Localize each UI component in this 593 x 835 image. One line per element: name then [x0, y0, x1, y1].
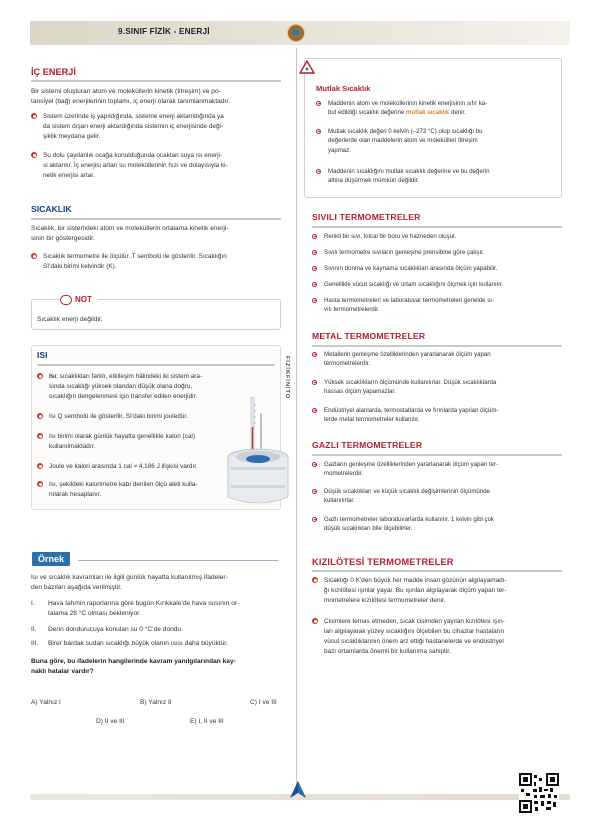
sivili-item-1: Renkli bir sıvı, kılcal bir boru ve hazneden oluşur.	[312, 232, 456, 241]
sivili-item-3: Sıvının donma ve kaynama sıcaklıkları arasında ölçüm yapabilir.	[312, 264, 497, 273]
warning-triangle-icon	[299, 60, 315, 74]
ic-enerji-bullet-2: Su dolu çaydanlık ocağa konulduğunda ocaktan suya ısı enerji- si aktarılır. İç enerjisi artan su moleküllerinin hızı ve dolayısıyla ki- netik enerjisi artar.	[31, 151, 228, 181]
sivili-item-4: Genellikle vücut sıcaklığı ve ortam sıcaklığını ölçmek için kullanılır.	[312, 280, 503, 289]
ornek-item-i-num: I.	[31, 600, 35, 607]
sicaklik-title: SICAKLIK	[31, 204, 72, 214]
bullet-icon	[316, 169, 321, 174]
bullet-icon	[312, 250, 317, 255]
bullet-icon	[312, 408, 317, 413]
bullet-icon	[37, 373, 43, 379]
ornek-item-ii-num: II.	[31, 626, 37, 633]
ornek-intro-2: den bazıları aşağıda verilmiştir.	[31, 584, 122, 591]
isi-bullet-5: Isı, şekildeki kalorimetre kabı denilen ölçü aleti kulla- nılarak hesaplanır.	[37, 480, 197, 500]
isi-bullet-1: Isı; sıcaklıkları farklı, etkileşim hâlindeki iki sistem ara- sında sıcaklığı yüksek olandan düşük olana doğru, sıcaklığın dengelenmesi için transfer edilen enerjidir.	[37, 372, 202, 402]
sivili-item-5: Hasta termometreleri ve laboratuvar termometreleri genelde sı- vılı termometrelerdir.	[312, 296, 494, 315]
calorimeter-image	[225, 397, 291, 509]
section-underline	[31, 218, 281, 220]
publisher-logo	[287, 778, 309, 800]
metal-title: METAL TERMOMETRELER	[312, 331, 426, 341]
bullet-icon	[31, 113, 37, 119]
kizilotesi-title: KIZILÖTESİ TERMOMETRELER	[312, 557, 454, 567]
not-text: Sıcaklık enerji değildir.	[37, 316, 103, 323]
bullet-icon	[316, 129, 321, 134]
section-underline	[312, 570, 562, 572]
metal-bullet-2: Yüksek sıcaklıkların ölçümünde kullanılırlar. Düşük sıcaklıklarda hassas ölçüm yapamazlar.	[312, 378, 496, 397]
bullet-icon	[37, 433, 43, 439]
qr-code[interactable]	[519, 773, 559, 813]
brand-badge-icon	[287, 24, 305, 42]
sicaklik-text-2: sinin bir göstergesidir.	[31, 235, 95, 242]
ornek-item-iii-num: III.	[31, 640, 39, 647]
gazli-bullet-3: Gazlı termometreler laboratuvarlarda kullanılır. 1 kelvin gibi çok düşük sıcaklıkları bile ölçebilirler.	[312, 515, 494, 534]
bullet-icon	[37, 481, 43, 487]
not-badge	[60, 294, 98, 306]
not-label: NOT	[75, 295, 92, 304]
bullet-icon	[37, 463, 43, 469]
ornek-question-2: naklı hatalar vardır?	[31, 668, 94, 675]
ornek-item-i-1: Hava tahmin raporlarına göre bugün Kırıkkale’de hava ısısının or-	[48, 600, 240, 607]
bullet-icon	[312, 234, 317, 239]
mutlak-title: Mutlak Sıcaklık	[316, 84, 371, 93]
ornek-item-i-2: talama 28 °C olması bekleniyor.	[48, 610, 141, 617]
metal-bullet-3: Endüstriyel alanlarda, termostatlarda ve fırınlarda yapılan ölçüm- lerde metal termometreler kullanılır.	[312, 406, 498, 425]
section-underline	[31, 80, 281, 82]
mutlak-bullet-3: Maddenin sıcaklığını mutlak sıcaklık değerine ve bu değerin altına düşürmek mümkün değildir.	[316, 167, 490, 186]
bullet-icon	[312, 618, 318, 624]
choice-e[interactable]: E) I, II ve III	[190, 718, 224, 725]
bullet-icon	[312, 380, 317, 385]
section-underline	[312, 454, 562, 456]
bullet-icon	[312, 266, 317, 271]
sivili-title: SIVILI TERMOMETRELER	[312, 212, 421, 222]
ornek-badge: Örnek	[32, 552, 70, 566]
isi-bullet-4: Joule ve kalori arasında 1 cal ≈ 4,186 J ilişkisi vardır.	[37, 462, 198, 472]
ic-enerji-bullet-1: Sistem üzerinde iş yapıldığında, sisteme enerji aktarıldığında ya da sistem dışarı enerji aktardığında sistemin iç enerjisinde deği- şiklik meydana gelir.	[31, 112, 224, 142]
choice-a[interactable]: A) Yalnız I	[31, 699, 61, 706]
bullet-icon	[31, 253, 37, 259]
kizilotesi-bullet-2: Cisimlere temas etmeden, sıcak cisimden yayılan kızılötesi ışın- ları algılayarak yüzey sıcaklığını ölçebilen bu cihazlar hastaların vücut sıcaklıklarının önem arz ettiği hastanelerde ve endüstriyel bazı ortamlarda önemli bir kullanıma sahiptir.	[312, 617, 505, 657]
section-underline	[312, 226, 562, 228]
column-divider	[296, 48, 297, 793]
bullet-icon	[312, 282, 317, 287]
ic-enerji-text-2: tansiyel (bağ) enerjilerinin toplamı, iç enerji olarak tanımlanmaktadır.	[31, 98, 231, 105]
gazli-bullet-2: Düşük sıcaklıkları ve küçük sıcaklık değişimlerinin ölçümünde kullanılırlar.	[312, 487, 490, 506]
choice-b[interactable]: B) Yalnız II	[140, 699, 172, 706]
choice-d[interactable]: D) II ve III	[96, 718, 125, 725]
bullet-icon	[312, 489, 317, 494]
bullet-icon	[37, 413, 43, 419]
section-underline	[37, 364, 275, 366]
isi-bullet-2: Isı Q sembolü ile gösterilir, SI’daki birimi jouledür.	[37, 412, 188, 422]
ornek-item-iii: Birer bardak sudan sıcaklığı büyük olanın ısısı daha büyüktür.	[48, 640, 228, 647]
bullet-icon	[312, 462, 317, 467]
ic-enerji-title: İÇ ENERJİ	[31, 67, 76, 77]
gazli-bullet-1: Gazların genleşme özelliklerinden yararlanarak ölçüm yapan ter- mometrelerdir.	[312, 460, 498, 479]
ic-enerji-text-1: Bir sistemi oluşturan atom ve moleküllerin kinetik (titreşim) ve po-	[31, 88, 221, 95]
mutlak-bullet-1: Maddenin atom ve moleküllerinin kinetik enerjisinin sıfır ka- bul edildiği sıcaklık değerine mutlak sıcaklık denir.	[316, 99, 487, 118]
page-title: 9.SINIF FİZİK - ENERJİ	[118, 27, 210, 36]
kizilotesi-bullet-1: Sıcaklığı 0 K’den büyük her madde insan gözünün algılayamadı- ğı kızılötesi ışınlar yayar. Bu ışınları algılayarak ölçüm yapan ter- mometrelere kızılötesi termometreler denir.	[312, 576, 507, 606]
sivili-item-2: Sıvılı termometre sıvıların genleşme prensibine göre çalışır.	[312, 248, 485, 257]
section-underline	[312, 345, 562, 347]
ornek-line	[78, 560, 278, 561]
bullet-icon	[31, 152, 37, 158]
ornek-intro-1: Isı ve sıcaklık kavramları ile ilgili günlük hayatta kullanılmış ifadeler-	[31, 574, 228, 581]
bullet-icon	[312, 352, 317, 357]
bullet-icon	[312, 577, 318, 583]
mutlak-bullet-2: Mutlak sıcaklık değeri 0 kelvin (–273 °C) olup sıcaklığı bu değerlerde olan maddelerin atom ve molekülleri titreşim yapmaz.	[316, 127, 483, 155]
isi-bullet-3: Isı birimi olarak günlük hayatta genellikle kalori (cal) kullanılmaktadır.	[37, 432, 195, 452]
sicaklik-text-1: Sıcaklık, bir sistemdeki atom ve moleküllerin ortalama kinetik enerji-	[31, 225, 229, 232]
ornek-item-ii: Derin dondurucuya konulan su 0 °C’de dondu.	[48, 626, 183, 633]
bullet-icon	[312, 517, 317, 522]
gazli-title: GAZLI TERMOMETRELER	[312, 440, 423, 450]
bullet-icon	[316, 101, 321, 106]
not-chevron-icon	[60, 295, 72, 305]
isi-title: ISI	[37, 350, 48, 360]
metal-bullet-1: Metallerin genleşme özelliklerinden yararlanarak ölçüm yapan termometrelerdir.	[312, 350, 491, 369]
bullet-icon	[312, 298, 317, 303]
side-label: FİZİKFİNİTO	[284, 356, 290, 400]
sicaklik-bullet-1: Sıcaklık termometre ile ölçülür. T sembolü ile gösterilir. Sıcaklığın SI’daki birimi kelvindir (K).	[31, 252, 227, 272]
choice-c[interactable]: C) I ve III	[250, 699, 277, 706]
ornek-question-1: Buna göre, bu ifadelerin hangilerinde kavram yanılgılarından kay-	[31, 658, 236, 665]
